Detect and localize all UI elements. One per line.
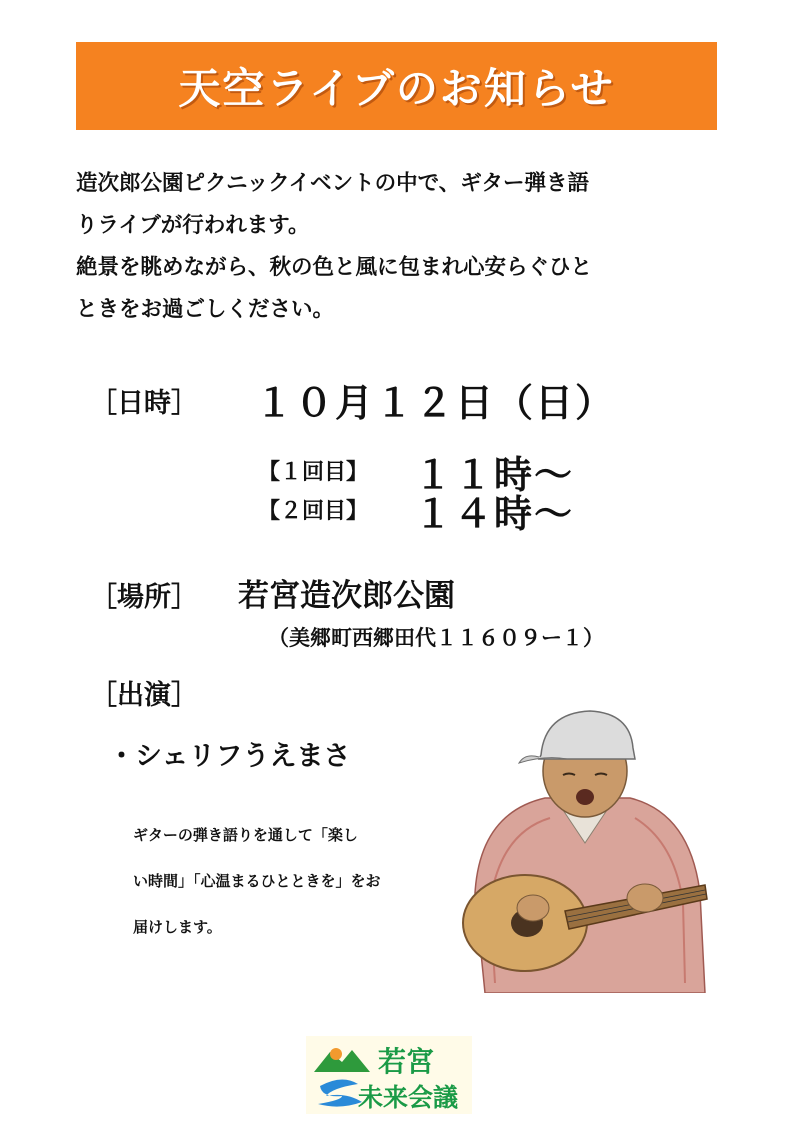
intro-line: ときをお過ごしください。: [76, 297, 335, 322]
desc-line: ギターの弾き語りを通して「楽し: [133, 826, 358, 844]
performer-name: ・シェリフうえまさ: [108, 741, 351, 772]
session-1-time: １１時～: [414, 453, 575, 497]
guitarist-illustration: [455, 693, 710, 993]
intro-line: りライブが行われます。: [76, 213, 310, 238]
title-banner: [76, 42, 717, 130]
desc-line: 届けします。: [133, 918, 222, 936]
venue-name: 若宮造次郎公園: [238, 578, 455, 614]
logo-text-bottom: 未来会議: [358, 1083, 459, 1112]
wakamiya-future-council-logo: [306, 1036, 472, 1114]
event-date: １０月１２日（日）: [255, 381, 616, 425]
intro-line: 絶景を眺めながら、秋の色と風に包まれ心安らぐひと: [76, 255, 593, 280]
intro-text: [76, 163, 726, 331]
venue-address: （美郷町西郷田代１１６０９ー１）: [268, 626, 604, 650]
session-2-time: １４時～: [414, 492, 575, 536]
logo-text-top: 若宮: [378, 1045, 435, 1078]
desc-line: い時間」「心温まるひとときを」をお: [133, 872, 381, 890]
session-2-label: 【２回目】: [258, 499, 369, 524]
performer-description: [133, 812, 423, 950]
session-1-label: 【１回目】: [258, 460, 369, 485]
intro-line: 造次郎公園ピクニックイベントの中で、ギター弾き語: [76, 171, 589, 196]
page-title: 天空ライブのお知らせ: [178, 64, 615, 113]
performers-label: ［出演］: [90, 680, 198, 711]
place-label: ［場所］: [90, 582, 198, 613]
datetime-label: ［日時］: [90, 388, 198, 419]
